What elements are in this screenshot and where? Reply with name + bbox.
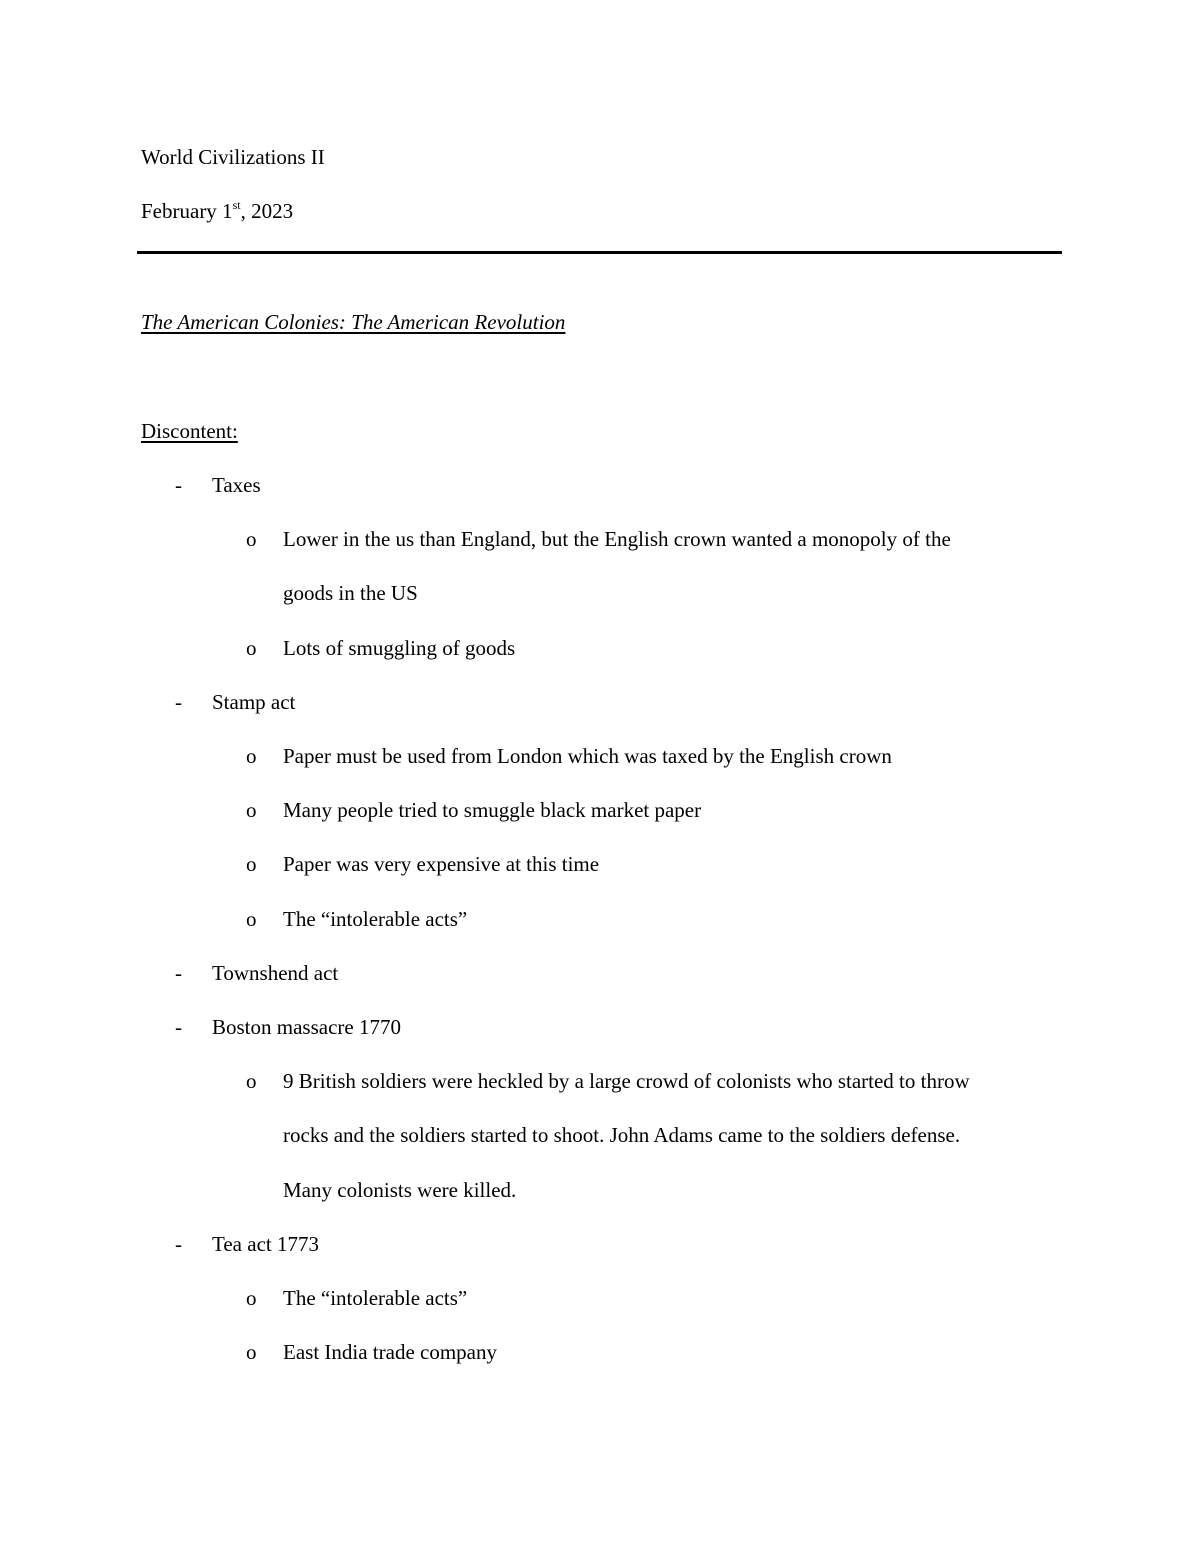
sub-item-text: 9 British soldiers were heckled by a large crowd of colonists who started to throw — [283, 1069, 970, 1094]
sub-item-text: goods in the US — [283, 581, 418, 606]
sub-item-text: Many people tried to smuggle black market paper — [283, 798, 702, 823]
sub-bullet-marker: o — [246, 798, 257, 823]
sub-bullet-marker: o — [246, 1340, 257, 1365]
list-item-label: Boston massacre 1770 — [212, 1015, 401, 1039]
list-item-label: Stamp act — [212, 689, 296, 714]
sub-bullet-marker: o — [246, 906, 257, 931]
list-dash-marker: - — [175, 473, 182, 497]
sub-bullet-marker: o — [246, 1069, 257, 1094]
sub-bullet-marker: o — [246, 744, 257, 768]
page-title: The American Colonies: The American Revolution — [141, 310, 566, 334]
sub-item-text: Lower in the us than England, but the English crown wanted a monopoly of the — [283, 527, 951, 552]
horizontal-rule — [137, 251, 1062, 254]
sub-item-text: Lots of smuggling of goods — [283, 635, 516, 660]
sub-bullet-marker: o — [246, 635, 257, 660]
sub-item-text: The “intolerable acts” — [283, 906, 468, 931]
list-item-label: Taxes — [212, 473, 261, 497]
list-dash-marker: - — [175, 1015, 182, 1039]
sub-bullet-marker: o — [246, 852, 257, 877]
list-dash-marker: - — [175, 960, 182, 985]
sub-item-text: East India trade company — [283, 1340, 497, 1365]
document-date: February 1st, 2023 — [141, 198, 294, 223]
list-item-label: Tea act 1773 — [212, 1231, 319, 1256]
sub-bullet-marker: o — [246, 1286, 257, 1310]
sub-item-text: Paper must be used from London which was taxed by the English crown — [283, 744, 892, 768]
sub-item-text: rocks and the soldiers started to shoot. John Adams came to the soldiers defense. — [283, 1123, 961, 1148]
section-heading: Discontent: — [141, 419, 238, 443]
list-dash-marker: - — [175, 689, 182, 714]
sub-item-text: Paper was very expensive at this time — [283, 852, 600, 877]
list-item-label: Townshend act — [212, 960, 339, 985]
course-title: World Civilizations II — [141, 145, 325, 169]
list-dash-marker: - — [175, 1231, 182, 1256]
sub-item-text: The “intolerable acts” — [283, 1286, 468, 1310]
sub-bullet-marker: o — [246, 527, 257, 552]
sub-item-text: Many colonists were killed. — [283, 1177, 517, 1202]
